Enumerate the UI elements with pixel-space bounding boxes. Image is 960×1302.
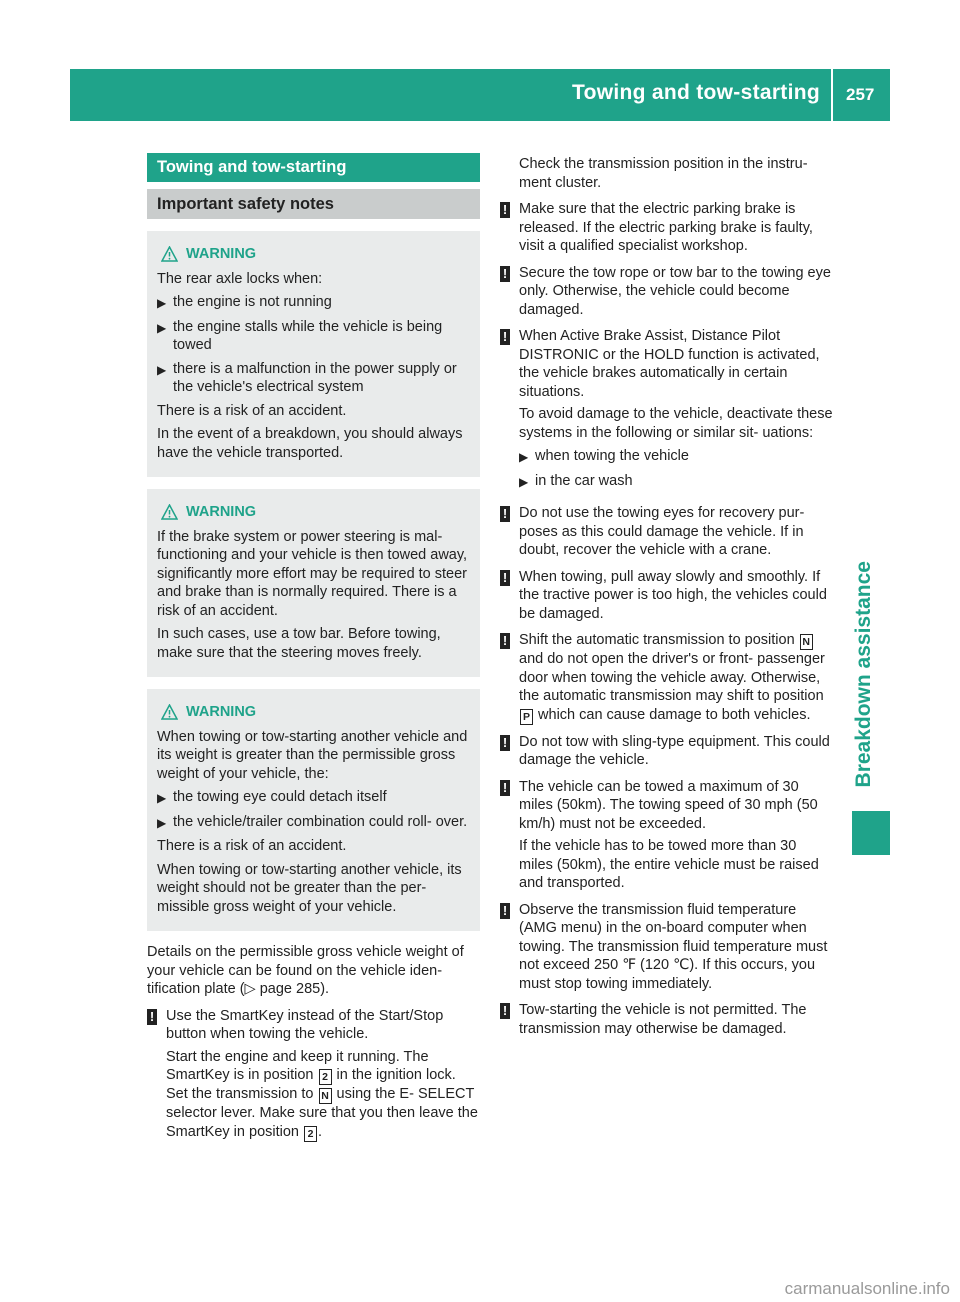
- note-smartkey: [147, 1007, 480, 1142]
- warning-text: When towing or tow-starting another vehicle, its weight should not be greater than the per- missible gross weight of your vehicle.: [157, 861, 462, 915]
- caution-icon: !: [500, 329, 510, 345]
- caution-icon: !: [500, 266, 510, 282]
- caution-icon: !: [500, 903, 510, 919]
- watermark: carmanualsonline.info: [784, 1278, 950, 1298]
- warning-header: [161, 503, 470, 522]
- warning-text: There is a risk of an accident.: [157, 838, 347, 854]
- bullet-item: ▶ the engine is not running: [157, 293, 470, 313]
- warning-header: [161, 245, 470, 264]
- bullet-arrow-icon: ▶: [157, 815, 167, 830]
- warning-text: In such cases, use a tow bar. Before towing, make sure that the steering moves freely.: [157, 626, 441, 661]
- chapter-side-tab: [838, 522, 890, 826]
- gross-weight-details: Details on the permissible gross vehicle weight of your vehicle can be found on the vehicle iden- tification plate (▷ page 285).: [147, 944, 464, 997]
- running-header-title: Towing and tow-starting: [572, 81, 820, 104]
- page-number: 257: [846, 85, 875, 104]
- warning-label: WARNING: [186, 504, 257, 520]
- warning-header: [161, 703, 470, 722]
- warning-box: [147, 231, 480, 477]
- warning-triangle-icon: [161, 246, 178, 262]
- caution-icon: !: [500, 202, 510, 218]
- section-title: Towing and tow-starting: [147, 153, 480, 182]
- warning-triangle-icon: [161, 704, 178, 720]
- caution-icon: !: [147, 1009, 157, 1025]
- warning-label: WARNING: [186, 246, 257, 262]
- bullet-item: ▶ the engine stalls while the vehicle is being towed: [157, 318, 443, 353]
- bullet-item: ▶ when towing the vehicle: [519, 447, 834, 467]
- warning-intro: The rear axle locks when:: [157, 270, 323, 287]
- chapter-label: Breakdown assistance: [851, 560, 875, 788]
- bullet-arrow-icon: ▶: [157, 320, 167, 335]
- warning-triangle-icon: [161, 504, 178, 520]
- left-column: [147, 153, 480, 1150]
- header-separator: [831, 69, 833, 121]
- position-2-key-icon: 2: [319, 1069, 332, 1085]
- note-parking-brake: ! Make sure that the electric parking brake is released. If the electric parking brake is faulty, visit a qualified specialist workshop.: [500, 200, 834, 256]
- caution-icon: !: [500, 735, 510, 751]
- bullet-arrow-icon: ▶: [157, 362, 167, 377]
- note-brake-assist: ! When Active Brake Assist, Distance Pilot DISTRONIC or the HOLD function is activated, the vehicle brakes automatically in certain situations. To avoid damage to the vehicle, deactivate these systems in the following or similar sit- uations: ▶ when towing the vehicle ▶ in the car wash: [500, 327, 834, 496]
- bullet-item: ▶ the vehicle/trailer combination could roll- over.: [157, 813, 470, 833]
- bullet-arrow-icon: ▶: [157, 791, 167, 805]
- position-p-key-icon: P: [520, 709, 533, 725]
- warning-box: [147, 689, 480, 931]
- bullet-arrow-icon: ▶: [519, 474, 529, 489]
- intro-text: Check the transmission position in the instru- ment cluster.: [519, 156, 808, 191]
- caution-icon: !: [500, 570, 510, 586]
- page-ref-arrow-icon: ▷: [244, 981, 256, 997]
- subsection-title: Important safety notes: [147, 189, 480, 219]
- caution-icon: !: [500, 1003, 510, 1019]
- note-shift-transmission: ! Shift the automatic transmission to position N and do not open the driver's or front- passenger door when towing the vehicle away. Otherwise, the automatic transmission may shift to position P which can cause damage to both vehicles.: [500, 631, 834, 725]
- note-sling-equipment: ! Do not tow with sling-type equipment. This could damage the vehicle.: [500, 733, 834, 770]
- warning-text: There is a risk of an accident.: [157, 402, 347, 419]
- chapter-marker: [852, 811, 890, 855]
- caution-icon: !: [500, 506, 510, 522]
- note-tow-rope: ! Secure the tow rope or tow bar to the towing eye only. Otherwise, the vehicle could become damaged.: [500, 264, 834, 320]
- page-reference-link[interactable]: page 285).: [255, 981, 330, 997]
- warning-intro: When towing or tow-starting another vehicle and its weight is greater than the permissible gross weight of your vehicle, the:: [157, 728, 468, 782]
- right-column: [500, 155, 834, 1046]
- caution-icon: !: [500, 633, 510, 649]
- caution-icon: !: [500, 780, 510, 796]
- bullet-item: ▶ there is a malfunction in the power supply or the vehicle's electrical system: [157, 360, 457, 395]
- warning-box: [147, 489, 480, 677]
- note-tow-starting: ! Tow-starting the vehicle is not permitted. The transmission may otherwise be damaged.: [500, 1001, 834, 1038]
- bullet-arrow-icon: ▶: [157, 296, 167, 310]
- note-fluid-temperature: ! Observe the transmission fluid temperature (AMG menu) in the on-board computer when towing. The transmission fluid temperature must not exceed 250 ℉ (120 ℃). If this occurs, you must stop towing immediately.: [500, 901, 834, 994]
- bullet-arrow-icon: ▶: [519, 450, 529, 464]
- note-pull-away: ! When towing, pull away slowly and smoothly. If the tractive power is too high, the vehicles could be damaged.: [500, 568, 834, 624]
- bullet-item: ▶ in the car wash: [519, 472, 834, 492]
- position-n-key-icon: N: [800, 634, 813, 650]
- bullet-item: ▶ the towing eye could detach itself: [157, 788, 470, 808]
- warning-label: WARNING: [186, 704, 257, 720]
- position-n-key-icon: N: [319, 1088, 332, 1104]
- note-towing-eyes: ! Do not use the towing eyes for recovery pur- poses as this could damage the vehicle. If in doubt, recover the vehicle with a crane.: [500, 504, 834, 560]
- warning-text: In the event of a breakdown, you should always have the vehicle transported.: [157, 426, 463, 461]
- warning-text: If the brake system or power steering is mal- functioning and your vehicle is then towed away, significantly more effort may be required to steer and brake than is normally required. There is a risk of an accident.: [157, 528, 468, 619]
- note-tow-distance: ! The vehicle can be towed a maximum of 30 miles (50km). The towing speed of 30 mph (50 km/h) must not be exceeded. If the vehicle has to be towed more than 30 miles (50km), the entire vehicle must be raised and transported.: [500, 778, 834, 893]
- position-2-key-icon: 2: [304, 1126, 317, 1142]
- note-text: Use the SmartKey instead of the Start/Stop button when towing the vehicle. Start the engine and keep it running. The SmartKey is in position 2 in the ignition lock. Set the transmission to N using the E- SELECT selector lever. Make sure that you then leave the SmartKey in position 2 .: [166, 1007, 478, 1140]
